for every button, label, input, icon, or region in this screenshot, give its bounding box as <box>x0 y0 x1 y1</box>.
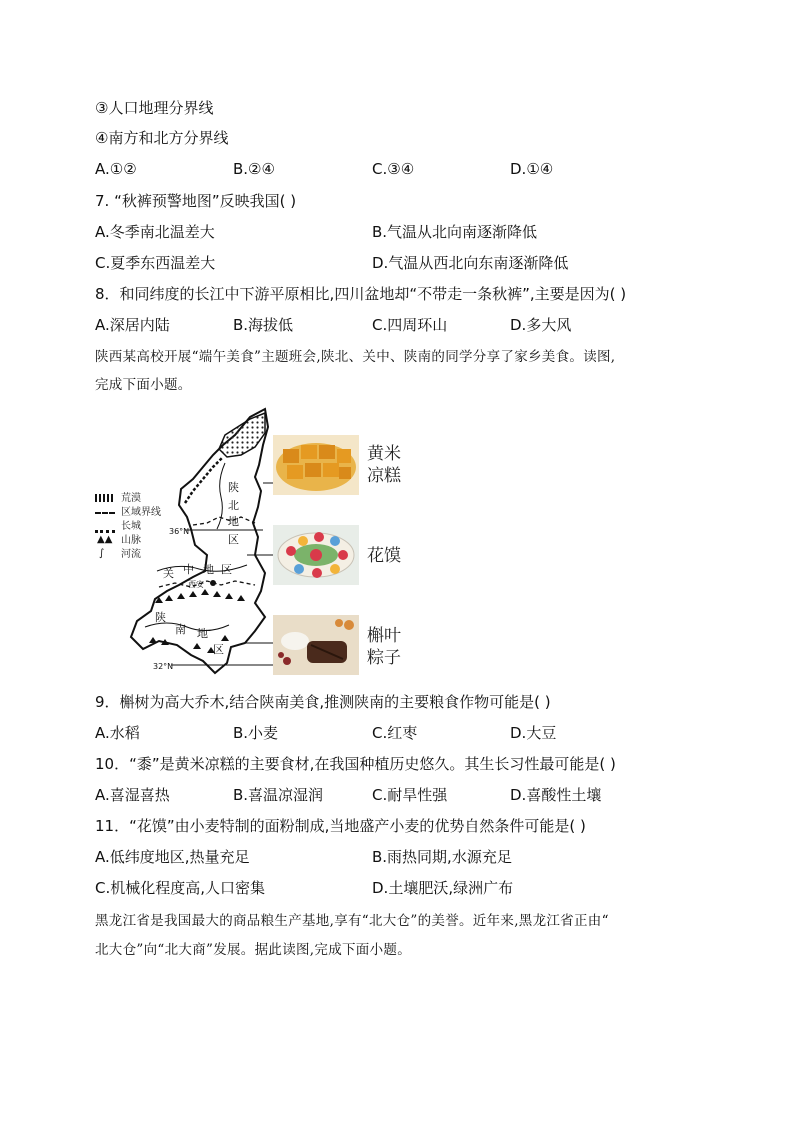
q8-option-c: C.四周环山 <box>372 316 448 334</box>
middle-region-char-4: 区 <box>221 563 232 576</box>
map-legend <box>95 492 165 572</box>
latitude-36-label: 36°N <box>169 527 190 536</box>
xian-city-dot <box>210 580 216 586</box>
middle-region-char-1: 关 <box>163 567 174 580</box>
q9-option-c: C.红枣 <box>372 724 418 742</box>
q11-stem: 11．“花馍”由小麦特制的面粉制成,当地盛产小麦的优势自然条件可能是( ) <box>95 817 586 835</box>
q10-option-a: A.喜湿喜热 <box>95 786 170 804</box>
item-3-text: ③人口地理分界线 <box>95 99 214 117</box>
food-label-huangmi: 黄米 凉糕 <box>367 444 401 486</box>
legend-desert: 荒漠 <box>121 493 141 504</box>
food-label-zongzi: 槲叶 粽子 <box>367 626 401 668</box>
q10-stem: 10．“黍”是黄米凉糕的主要食材,在我国种植历史悠久。其生长习性最可能是( ) <box>95 755 616 773</box>
middle-region-char-3: 地 <box>203 563 214 576</box>
north-region-char-2: 北 <box>228 499 239 512</box>
q7-option-a: A.冬季南北温差大 <box>95 223 215 241</box>
q11-option-d: D.土壤肥沃,绿洲广布 <box>372 879 514 897</box>
q6-option-d: D.①④ <box>510 160 554 178</box>
south-region-char-2: 南 <box>175 623 186 636</box>
q7-stem: 7. “秋裤预警地图”反映我国( ) <box>95 192 297 210</box>
xian-city-label: 西安 <box>188 580 204 589</box>
q9-stem: 9．槲树为高大乔木,结合陕南美食,推测陕南的主要粮食作物可能是( ) <box>95 693 551 711</box>
q8-option-d: D.多大风 <box>510 316 572 334</box>
river-legend-icon: ∫ <box>99 548 105 559</box>
q8-option-b: B.海拔低 <box>233 316 294 334</box>
legend-mountain: 山脉 <box>121 535 141 546</box>
middle-region-char-2: 中 <box>183 563 194 576</box>
food-label-huamo: 花馍 <box>367 546 401 566</box>
q8-stem: 8．和同纬度的长江中下游平原相比,四川盆地却“不带走一条秋裤”,主要是因为( ) <box>95 285 627 303</box>
q9-option-b: B.小麦 <box>233 724 279 742</box>
north-region-char-3: 地 <box>228 515 239 528</box>
mountain-legend-icon: ▲▲ <box>97 534 113 545</box>
intro-heilongjiang-line2: 北大仓”向“北大商”发展。据此读图,完成下面小题。 <box>95 942 411 958</box>
legend-boundary: 区域界线 <box>121 507 161 518</box>
great-wall-legend-icon <box>95 524 115 533</box>
q6-option-b: B.②④ <box>233 160 275 178</box>
q10-option-c: C.耐旱性强 <box>372 786 448 804</box>
q10-option-b: B.喜温凉湿润 <box>233 786 324 804</box>
q6-option-a: A.①② <box>95 160 137 178</box>
q6-option-c: C.③④ <box>372 160 415 178</box>
q11-option-c: C.机械化程度高,人口密集 <box>95 879 266 897</box>
huye-zongzi-photo <box>273 615 359 675</box>
north-region-char-1: 陕 <box>228 481 239 494</box>
intro-heilongjiang-line1: 黑龙江省是我国最大的商品粮生产基地,享有“北大仓”的美誉。近年来,黑龙江省正由“ <box>95 913 609 929</box>
legend-great-wall: 长城 <box>121 521 141 532</box>
q11-option-a: A.低纬度地区,热量充足 <box>95 848 250 866</box>
huangmi-lianggao-photo <box>273 435 359 495</box>
intro-shaanxi-line2: 完成下面小题。 <box>95 377 192 393</box>
shaanxi-food-figure <box>95 405 415 680</box>
q7-option-c: C.夏季东西温差大 <box>95 254 216 272</box>
south-region-char-1: 陕 <box>155 611 166 624</box>
item-4-text: ④南方和北方分界线 <box>95 129 229 147</box>
south-region-char-3: 地 <box>197 627 208 640</box>
boundary-legend-icon <box>95 512 115 514</box>
huamo-photo <box>273 525 359 585</box>
q9-option-a: A.水稻 <box>95 724 140 742</box>
q7-option-b: B.气温从北向南逐渐降低 <box>372 223 538 241</box>
north-region-char-4: 区 <box>228 533 239 546</box>
q10-option-d: D.喜酸性土壤 <box>510 786 602 804</box>
latitude-32-label: 32°N <box>153 662 174 671</box>
q7-option-d: D.气温从西北向东南逐渐降低 <box>372 254 569 272</box>
legend-river: 河流 <box>121 549 141 560</box>
south-region-char-4: 区 <box>213 643 224 656</box>
desert-legend-icon <box>95 494 115 502</box>
intro-shaanxi-line1: 陕西某高校开展“端午美食”主题班会,陕北、关中、陕南的同学分享了家乡美食。读图, <box>95 349 616 365</box>
q8-option-a: A.深居内陆 <box>95 316 170 334</box>
q9-option-d: D.大豆 <box>510 724 557 742</box>
q11-option-b: B.雨热同期,水源充足 <box>372 848 512 866</box>
